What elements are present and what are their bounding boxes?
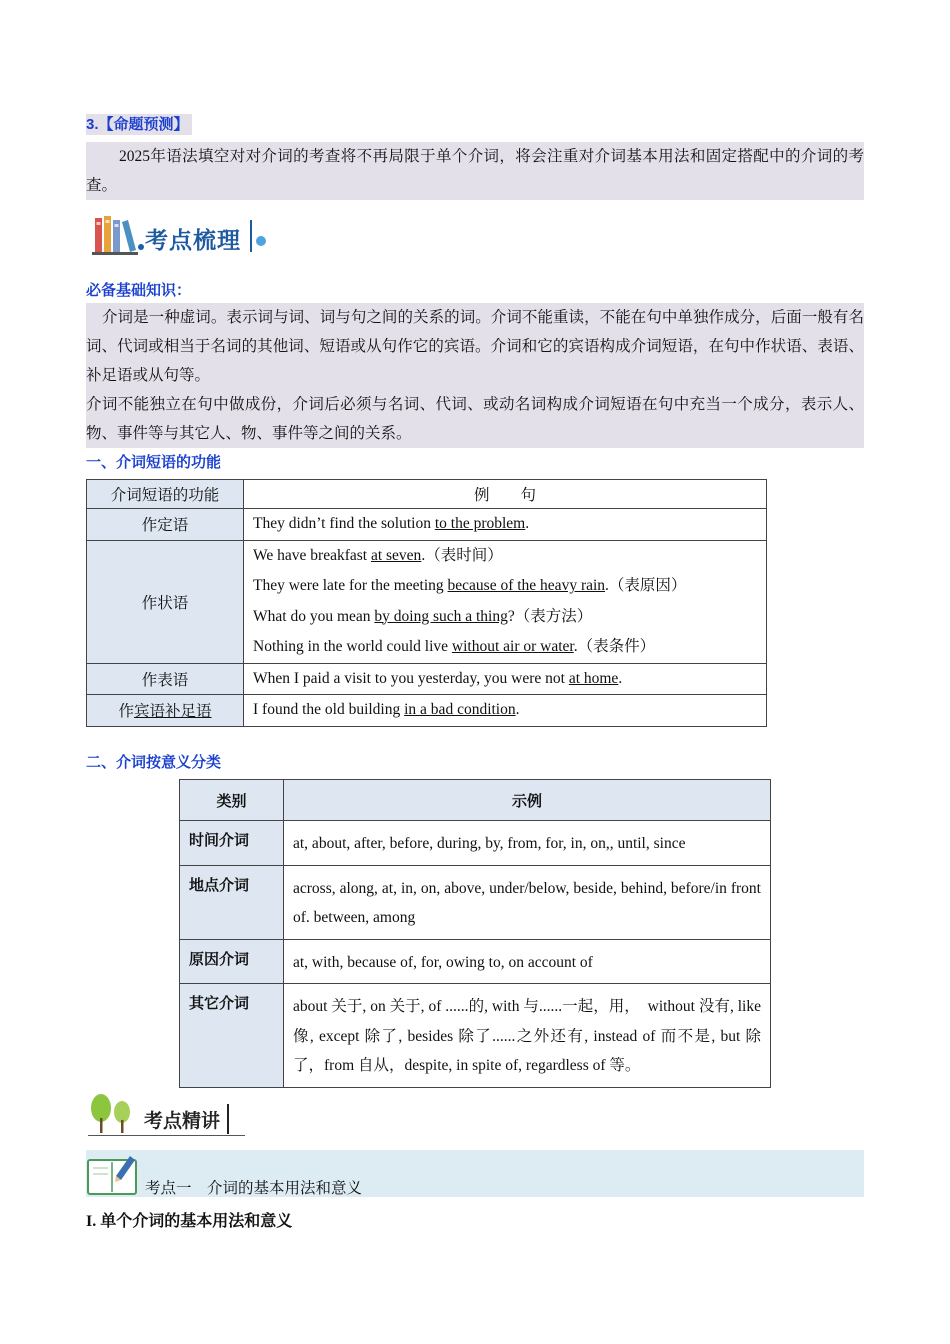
- category-header: 类别: [180, 780, 284, 821]
- row-function: 作状语: [87, 540, 244, 663]
- banner1-title: 考点梳理: [145, 228, 241, 254]
- prediction-heading: 3.【命题预测】: [86, 114, 192, 135]
- example-cell: at, about, after, before, during, by, from, for, in, on,, until, since: [284, 821, 771, 866]
- row-example: I found the old building in a bad condition.: [244, 695, 767, 727]
- table-row: [87, 540, 767, 663]
- basics-paragraph-2: 介词不能独立在句中做成份，介词后必须与名词、代词、或动名词构成介词短语在句中充当一个成分，表示人、物、事件等与其它人、物、事件等之间的关系。: [86, 390, 864, 448]
- basics-heading: 必备基础知识：: [86, 282, 192, 299]
- example-cell: across, along, at, in, on, above, under/below, beside, behind, before/in front of. between, among: [284, 865, 771, 939]
- kaodian-label: 考点一 介词的基本用法和意义: [145, 1180, 363, 1197]
- example-header: 例 句: [244, 480, 767, 509]
- category-cell: 时间介词: [180, 821, 284, 866]
- category-cell: 原因介词: [180, 939, 284, 984]
- basics-paragraph-1: 介词是一种虚词。表示词与词、词与句之间的关系的词。介词不能重读，不能在句中单独作成分，后面一般有名词、代词或相当于名词的其他词、短语或从句作它的宾语。介词和它的宾语构成介词短语，在句中作状语、表语、补足语或从句等。: [86, 303, 864, 390]
- category-cell: 其它介词: [180, 984, 284, 1088]
- example-header: 示例: [284, 780, 771, 821]
- table-row: [87, 509, 767, 541]
- row-function: 作表语: [87, 663, 244, 695]
- table-row: [180, 865, 771, 939]
- category-table: [179, 779, 771, 1088]
- row-function: 作定语: [87, 509, 244, 541]
- table-row: [180, 939, 771, 984]
- banner1-end-dot: [256, 236, 266, 246]
- row-example: When I paid a visit to you yesterday, you were not at home.: [244, 663, 767, 695]
- books-icon: [92, 214, 142, 258]
- banner-kaodian-jingjiang: [88, 1092, 248, 1140]
- row-examples: We have breakfast at seven.（表时间） They were late for the meeting because of the heavy rain.（表原因） What do you mean by doing such a thing?（表方法） Nothing in the world could live without air or water.（表条件）: [244, 540, 767, 663]
- example-cell: about 关于, on 关于, of ......的, with 与......一起，用， without 没有, like 像, except 除了, besides 除了......之外还有, instead of 而不是, but 除了，from 自从，despite, in spite of, regardless of 等。: [284, 984, 771, 1088]
- row-example: They didn’t find the solution to the problem.: [244, 509, 767, 541]
- section2-heading: 二、介词按意义分类: [86, 754, 222, 771]
- table-row: [180, 821, 771, 866]
- banner2-underline: [88, 1135, 245, 1136]
- table-row: [87, 663, 767, 695]
- section1-heading: 一、介词短语的功能: [86, 454, 222, 471]
- banner1-cursor: [250, 220, 252, 252]
- notebook-pencil-icon: [86, 1150, 142, 1196]
- table-row: [180, 984, 771, 1088]
- banner2-title: 考点精讲: [144, 1110, 221, 1132]
- function-table: [86, 479, 767, 727]
- kaodian-band: [86, 1150, 864, 1197]
- row-function: 作宾语补足语: [87, 695, 244, 727]
- trees-icon: [88, 1092, 138, 1136]
- function-header: 介词短语的功能: [87, 480, 244, 509]
- banner-kaodian-shuli: [92, 212, 272, 260]
- banner2-cursor: [227, 1104, 229, 1134]
- example-cell: at, with, because of, for, owing to, on account of: [284, 939, 771, 984]
- table-row: [87, 695, 767, 727]
- category-cell: 地点介词: [180, 865, 284, 939]
- prediction-paragraph: 2025年语法填空对对介词的考查将不再局限于单个介词，将会注重对介词基本用法和固定搭配中的介词的考查。: [86, 142, 864, 200]
- subheading: I. 单个介词的基本用法和意义: [86, 1213, 293, 1230]
- banner1-dot: [138, 244, 144, 250]
